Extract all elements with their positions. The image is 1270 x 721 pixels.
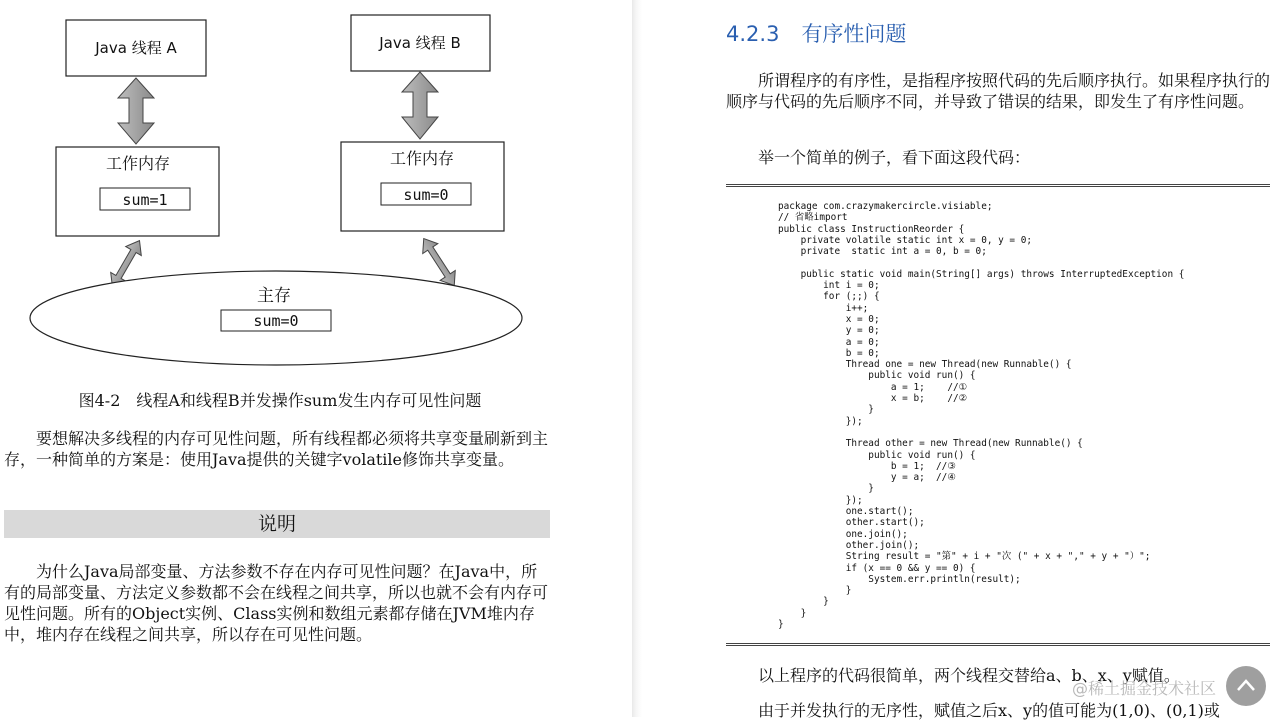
section-title: 有序性问题	[801, 22, 907, 46]
chevron-up-icon	[1236, 678, 1256, 692]
right-page	[642, 0, 1270, 720]
main-memory-label: 主存	[257, 286, 291, 306]
sum-main-value: sum=0	[253, 312, 299, 330]
sum-b-value: sum=0	[403, 186, 449, 204]
note-title: 说明	[4, 510, 550, 538]
left-page	[0, 0, 632, 717]
page-gutter	[632, 0, 642, 717]
memory-diagram-svg	[0, 0, 632, 380]
figure-caption: 图4-2 线程A和线程B并发操作sum发生内存可见性问题	[78, 391, 482, 410]
paragraph: 所谓程序的有序性，是指程序按照代码的先后顺序执行。如果程序执行的顺序与代码的先后顺序不同，并导致了错误的结果，即发生了有序性问题。	[726, 71, 1270, 111]
work-memory-b-label: 工作内存	[389, 149, 455, 168]
memory-diagram	[0, 0, 632, 380]
paragraph: 要想解决多线程的内存可见性问题，所有线程都必须将共享变量刷新到主存，一种简单的方案是：使用Java提供的关键字volatile修饰共享变量。	[4, 429, 549, 469]
code-listing	[726, 184, 1270, 646]
note-paragraph: 为什么Java局部变量、方法参数不存在内存可见性问题？在Java中，所有的局部变量、方法定义参数都不会在线程之间共享，所以也就不会有内存可见性问题。所有的Object实例、Class实例和数组元素都存储在JVM堆内存中，堆内存在线程之间共享，所以存在可见性问题。	[4, 562, 549, 644]
section-heading	[726, 18, 906, 48]
thread-a-label: Java 线程 A	[95, 39, 177, 57]
paragraph: 以上程序的代码很简单，两个线程交替给a、b、x、y赋值。	[758, 666, 1180, 685]
work-memory-a-label: 工作内存	[105, 154, 171, 173]
scroll-to-top-button[interactable]	[1226, 666, 1266, 706]
arrow-icon	[118, 78, 154, 144]
watermark: @稀土掘金技术社区	[1071, 679, 1216, 698]
code-block: package com.crazymakercircle.visiable; // 省略import public class InstructionReorder { private volatile static int x = 0, y = 0; private static int a = 0, b = 0; public static void main(String[] args) throws InterruptedException { int i = 0; for (;;) { i++; x = 0; y = 0; a = 0; b = 0; Thread one = new Thread(new Runnable() { public void run() { a = 1; //① x = b; //② } }); Thread other = new Thread(new Runnable() { public void run() { b = 1; //③ y = a; //④ } }); one.start(); other.start(); one.join(); other.join(); String result = "第" + i + "次 (" + x + "," + y + "）"; if (x == 0 && y == 0) { System.err.println(result); } } } }	[778, 201, 1185, 630]
arrow-icon	[402, 72, 438, 139]
paragraph: 由于并发执行的无序性，赋值之后x、y的值可能为(1,0)、(0,1)或	[758, 701, 1220, 720]
paragraph: 举一个简单的例子，看下面这段代码：	[758, 148, 1031, 167]
section-number: 4.2.3	[726, 22, 780, 46]
thread-b-label: Java 线程 B	[379, 34, 461, 52]
sum-a-value: sum=1	[122, 191, 168, 209]
